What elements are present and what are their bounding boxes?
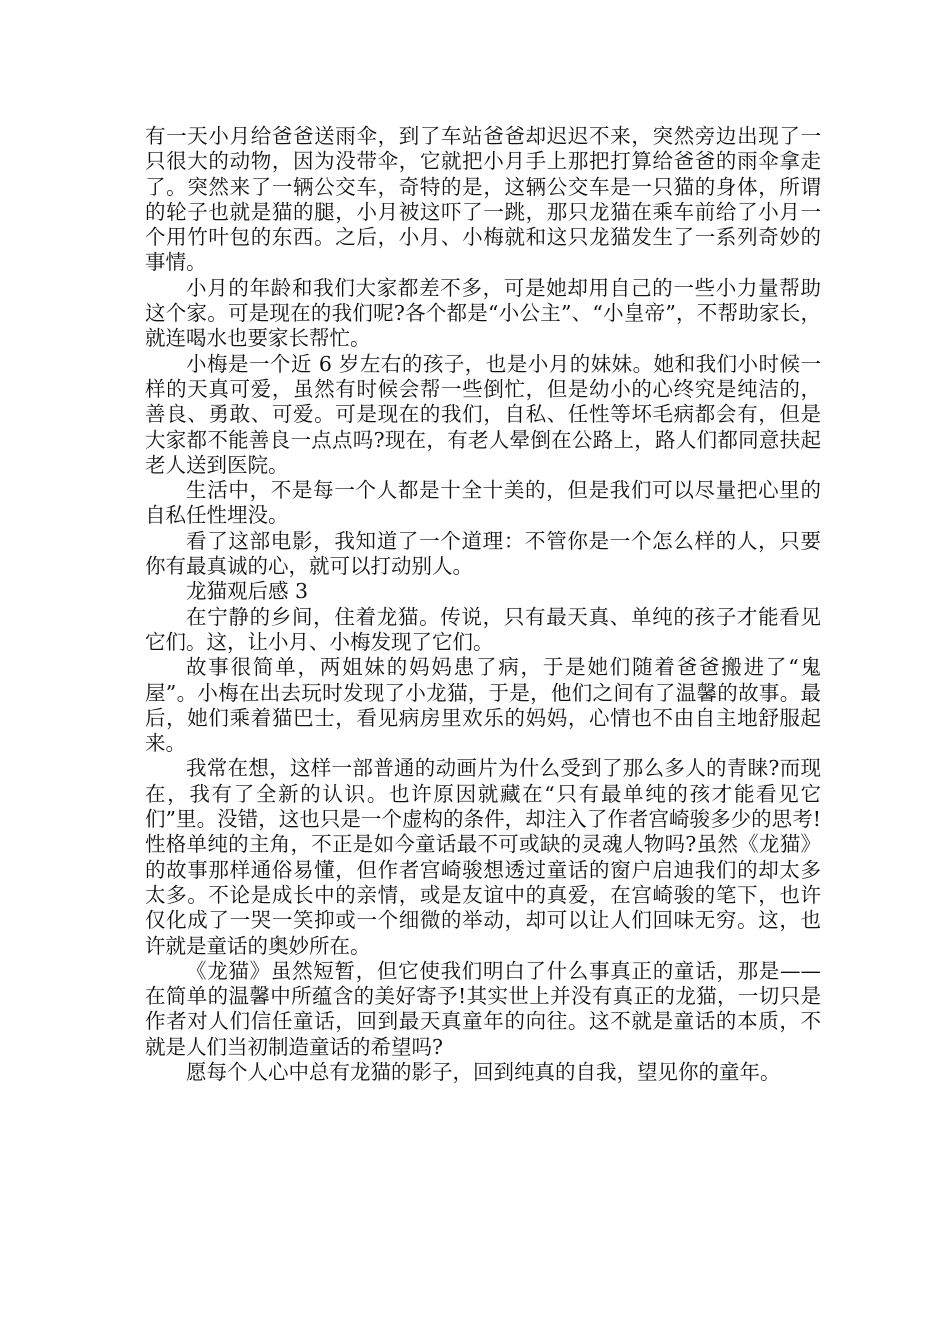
paragraph: 小梅是一个近 6 岁左右的孩子，也是小月的妹妹。她和我们小时候一样的天真可爱，虽然有时候会帮一些倒忙，但是幼小的心终究是纯洁的，善良、勇敢、可爱。可是现在的我们，自私、任性等坏毛病都会有，但是大家都不能善良一点点吗?现在，有老人晕倒在公路上，路人们都同意扶起老人送到医院。 <box>145 351 821 477</box>
paragraph: 我常在想，这样一部普通的动画片为什么受到了那么多人的青睐?而现在，我有了全新的认识。也许原因就藏在“只有最单纯的孩才能看见它们”里。没错，这也只是一个虚构的条件，却注入了作者宫崎骏多少的思考!性格单纯的主角，不正是如今童话最不可或缺的灵魂人物吗?虽然《龙猫》的故事那样通俗易懂，但作者宫崎骏想透过童话的窗户启迪我们的却太多太多。不论是成长中的亲情，或是友谊中的真爱，在宫崎骏的笔下，也许仅化成了一哭一笑抑或一个细微的举动，却可以让人们回味无穷。这，也许就是童话的奥妙所在。 <box>145 756 821 958</box>
paragraph: 生活中，不是每一个人都是十全十美的，但是我们可以尽量把心里的自私任性埋没。 <box>145 478 821 528</box>
paragraph: 《龙猫》虽然短暂，但它使我们明白了什么事真正的童话，那是——在简单的温馨中所蕴含的美好寄予!其实世上并没有真正的龙猫，一切只是作者对人们信任童话，回到最天真童年的向往。这不就是童话的本质，不就是人们当初制造童话的希望吗? <box>145 958 821 1059</box>
paragraph: 在宁静的乡间，住着龙猫。传说，只有最天真、单纯的孩子才能看见它们。这，让小月、小梅发现了它们。 <box>145 604 821 654</box>
document-body <box>145 124 821 1085</box>
paragraph: 愿每个人心中总有龙猫的影子，回到纯真的自我，望见你的童年。 <box>186 1059 781 1084</box>
paragraph: 故事很简单，两姐妹的妈妈患了病，于是她们随着爸爸搬进了“鬼屋”。小梅在出去玩时发现了小龙猫，于是，他们之间有了温馨的故事。最后，她们乘着猫巴士，看见病房里欢乐的妈妈，心情也不由自主地舒服起来。 <box>145 655 821 756</box>
section-heading: 龙猫观后感 3 <box>186 579 309 604</box>
paragraph: 有一天小月给爸爸送雨伞，到了车站爸爸却迟迟不来，突然旁边出现了一只很大的动物，因为没带伞，它就把小月手上那把打算给爸爸的雨伞拿走了。突然来了一辆公交车，奇特的是，这辆公交车是一只猫的身体，所谓的轮子也就是猫的腿，小月被这吓了一跳，那只龙猫在乘车前给了小月一个用竹叶包的东西。之后，小月、小梅就和这只龙猫发生了一系列奇妙的事情。 <box>145 124 821 275</box>
paragraph: 小月的年龄和我们大家都差不多，可是她却用自己的一些小力量帮助这个家。可是现在的我们呢?各个都是“小公主”、“小皇帝”，不帮助家长，就连喝水也要家长帮忙。 <box>145 275 821 351</box>
paragraph: 看了这部电影，我知道了一个道理：不管你是一个怎么样的人，只要你有最真诚的心，就可以打动别人。 <box>145 528 821 579</box>
